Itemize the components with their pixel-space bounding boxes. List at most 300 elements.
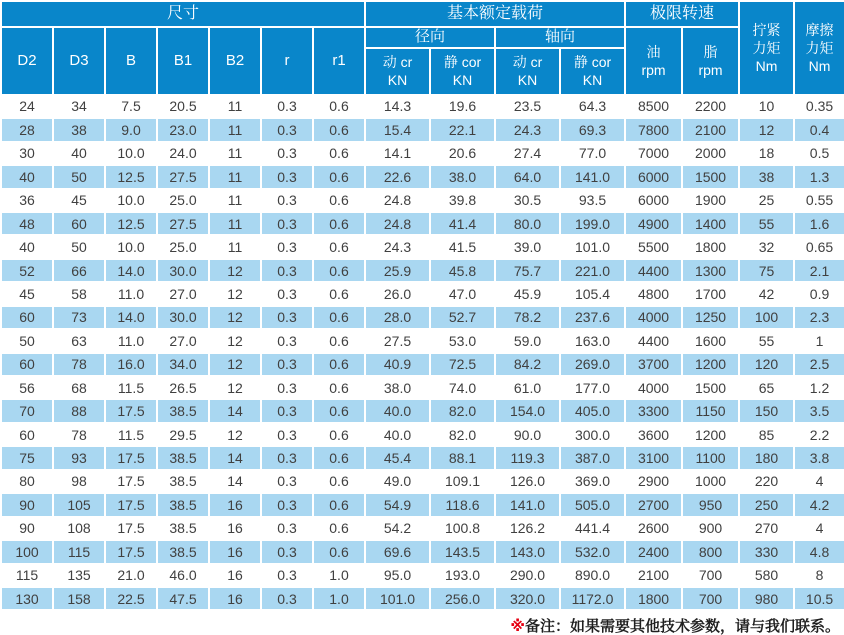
table-cell: 120 [739, 353, 794, 376]
table-cell: 250 [739, 493, 794, 516]
table-cell: 27.0 [157, 282, 209, 305]
table-cell: 220 [739, 470, 794, 493]
table-cell: 60 [1, 306, 53, 329]
table-cell: 12.5 [105, 165, 157, 188]
table-cell: 85 [739, 423, 794, 446]
table-cell: 12 [209, 353, 261, 376]
table-cell: 270 [739, 517, 794, 540]
table-cell: 10.0 [105, 235, 157, 258]
table-cell: 1600 [682, 329, 739, 352]
col-header-line: 油 [646, 43, 661, 60]
table-cell: 0.3 [261, 329, 313, 352]
table-cell: 25.9 [365, 259, 430, 282]
table-cell: 105.4 [560, 282, 625, 305]
table-cell: 95.0 [365, 564, 430, 587]
col-header-axial-dynamic-cr [495, 48, 560, 95]
col-header-line: KN [387, 72, 408, 89]
table-cell: 950 [682, 493, 739, 516]
table-cell: 4000 [625, 306, 682, 329]
table-cell: 17.5 [105, 446, 157, 469]
table-cell: 19.6 [430, 95, 495, 118]
col-header-r1: r1 [313, 27, 365, 95]
table-cell: 26.5 [157, 376, 209, 399]
table-cell: 52.7 [430, 306, 495, 329]
table-cell: 4 [794, 517, 844, 540]
table-row [1, 493, 844, 516]
table-cell: 38.0 [430, 165, 495, 188]
table-cell: 0.6 [313, 95, 365, 118]
table-cell: 109.1 [430, 470, 495, 493]
table-cell: 1172.0 [560, 587, 625, 610]
table-cell: 40.0 [365, 399, 430, 422]
table-cell: 50 [1, 329, 53, 352]
table-cell: 18 [739, 142, 794, 165]
table-cell: 0.6 [313, 399, 365, 422]
col-header-friction-torque [794, 1, 844, 95]
table-cell: 0.6 [313, 142, 365, 165]
table-cell: 0.3 [261, 306, 313, 329]
table-cell: 45.9 [495, 282, 560, 305]
table-cell: 11 [209, 142, 261, 165]
col-header-line: 摩擦 [805, 21, 834, 38]
table-cell: 320.0 [495, 587, 560, 610]
table-cell: 11 [209, 212, 261, 235]
table-cell: 98 [53, 470, 105, 493]
table-cell: 0.6 [313, 540, 365, 563]
table-cell: 0.35 [794, 95, 844, 118]
table-cell: 1150 [682, 399, 739, 422]
table-cell: 700 [682, 587, 739, 610]
table-cell: 0.3 [261, 493, 313, 516]
table-cell: 65 [739, 376, 794, 399]
table-cell: 0.3 [261, 423, 313, 446]
table-cell: 11 [209, 235, 261, 258]
table-cell: 93.5 [560, 189, 625, 212]
table-cell: 0.6 [313, 235, 365, 258]
table-cell: 1.0 [313, 587, 365, 610]
table-cell: 55 [739, 212, 794, 235]
table-cell: 14.0 [105, 259, 157, 282]
table-cell: 24 [1, 95, 53, 118]
table-cell: 0.3 [261, 517, 313, 540]
table-cell: 80.0 [495, 212, 560, 235]
table-cell: 150 [739, 399, 794, 422]
table-row [1, 353, 844, 376]
table-cell: 0.6 [313, 329, 365, 352]
table-cell: 4400 [625, 259, 682, 282]
table-cell: 0.6 [313, 423, 365, 446]
table-cell: 108 [53, 517, 105, 540]
table-cell: 27.0 [157, 329, 209, 352]
col-header-b: B [105, 27, 157, 95]
table-cell: 3700 [625, 353, 682, 376]
table-cell: 78.2 [495, 306, 560, 329]
table-cell: 11.5 [105, 376, 157, 399]
table-cell: 2600 [625, 517, 682, 540]
table-cell: 27.4 [495, 142, 560, 165]
table-cell: 77.0 [560, 142, 625, 165]
table-cell: 22.5 [105, 587, 157, 610]
table-cell: 237.6 [560, 306, 625, 329]
table-cell: 47.5 [157, 587, 209, 610]
table-cell: 28.0 [365, 306, 430, 329]
table-cell: 45 [1, 282, 53, 305]
table-cell: 49.0 [365, 470, 430, 493]
table-row [1, 95, 844, 118]
table-cell: 40.9 [365, 353, 430, 376]
table-cell: 75 [739, 259, 794, 282]
table-cell: 14.1 [365, 142, 430, 165]
table-cell: 1500 [682, 376, 739, 399]
table-cell: 177.0 [560, 376, 625, 399]
table-cell: 0.9 [794, 282, 844, 305]
table-cell: 22.6 [365, 165, 430, 188]
col-header-line: KN [452, 72, 473, 89]
table-cell: 3.8 [794, 446, 844, 469]
table-cell: 20.6 [430, 142, 495, 165]
table-cell: 6000 [625, 189, 682, 212]
col-header-line: KN [582, 72, 603, 89]
group-header-axial: 轴向 [495, 27, 625, 48]
table-cell: 12 [209, 329, 261, 352]
table-cell: 1400 [682, 212, 739, 235]
table-cell: 34 [53, 95, 105, 118]
table-cell: 0.6 [313, 470, 365, 493]
table-cell: 74.0 [430, 376, 495, 399]
table-cell: 24.3 [365, 235, 430, 258]
table-cell: 0.3 [261, 353, 313, 376]
col-header-axial-static-cor [560, 48, 625, 95]
table-cell: 199.0 [560, 212, 625, 235]
table-cell: 1.2 [794, 376, 844, 399]
table-cell: 16 [209, 517, 261, 540]
table-cell: 0.6 [313, 212, 365, 235]
table-cell: 505.0 [560, 493, 625, 516]
group-header-basic-load: 基本额定载荷 [365, 1, 625, 27]
col-header-d3: D3 [53, 27, 105, 95]
table-row [1, 235, 844, 258]
col-header-line: 拧紧 [752, 21, 781, 38]
table-cell: 0.3 [261, 142, 313, 165]
table-row [1, 423, 844, 446]
table-cell: 256.0 [430, 587, 495, 610]
table-cell: 1250 [682, 306, 739, 329]
table-cell: 12 [209, 306, 261, 329]
table-cell: 2.2 [794, 423, 844, 446]
table-cell: 40.0 [365, 423, 430, 446]
col-header-line: 动 cr [382, 54, 413, 71]
table-cell: 11 [209, 95, 261, 118]
table-cell: 1.3 [794, 165, 844, 188]
table-cell: 0.6 [313, 446, 365, 469]
table-cell: 54.9 [365, 493, 430, 516]
table-row [1, 329, 844, 352]
table-header [1, 1, 844, 95]
table-cell: 0.3 [261, 587, 313, 610]
table-cell: 24.8 [365, 189, 430, 212]
table-cell: 38.5 [157, 446, 209, 469]
table-cell: 90 [1, 493, 53, 516]
table-cell: 45.4 [365, 446, 430, 469]
table-cell: 0.3 [261, 259, 313, 282]
table-cell: 405.0 [560, 399, 625, 422]
table-cell: 700 [682, 564, 739, 587]
table-cell: 0.3 [261, 470, 313, 493]
table-cell: 14.0 [105, 306, 157, 329]
table-cell: 387.0 [560, 446, 625, 469]
table-cell: 101.0 [560, 235, 625, 258]
table-cell: 2700 [625, 493, 682, 516]
table-cell: 10.0 [105, 142, 157, 165]
table-cell: 38.5 [157, 517, 209, 540]
table-cell: 0.65 [794, 235, 844, 258]
table-cell: 0.6 [313, 353, 365, 376]
table-cell: 10.5 [794, 587, 844, 610]
table-cell: 2000 [682, 142, 739, 165]
col-header-line: 静 cor [443, 54, 482, 71]
table-cell: 2100 [625, 564, 682, 587]
table-cell: 90 [1, 517, 53, 540]
table-cell: 17.5 [105, 399, 157, 422]
table-row [1, 165, 844, 188]
table-cell: 16 [209, 493, 261, 516]
table-cell: 0.5 [794, 142, 844, 165]
table-cell: 45.8 [430, 259, 495, 282]
table-cell: 26.0 [365, 282, 430, 305]
table-cell: 100.8 [430, 517, 495, 540]
table-cell: 532.0 [560, 540, 625, 563]
table-cell: 115 [1, 564, 53, 587]
table-row [1, 306, 844, 329]
table-cell: 39.0 [495, 235, 560, 258]
table-cell: 69.6 [365, 540, 430, 563]
col-header-line: rpm [698, 61, 723, 78]
table-cell: 16 [209, 564, 261, 587]
table-cell: 0.3 [261, 189, 313, 212]
table-cell: 38.0 [365, 376, 430, 399]
table-cell: 4000 [625, 376, 682, 399]
table-cell: 38 [739, 165, 794, 188]
table-cell: 0.3 [261, 376, 313, 399]
table-cell: 4.8 [794, 540, 844, 563]
table-cell: 11.0 [105, 282, 157, 305]
table-cell: 30 [1, 142, 53, 165]
table-cell: 0.3 [261, 399, 313, 422]
table-cell: 0.3 [261, 212, 313, 235]
table-cell: 38.5 [157, 493, 209, 516]
table-cell: 0.3 [261, 165, 313, 188]
table-cell: 32 [739, 235, 794, 258]
col-header-grease-rpm [682, 27, 739, 95]
table-cell: 15.4 [365, 118, 430, 141]
table-cell: 23.5 [495, 95, 560, 118]
col-header-b1: B1 [157, 27, 209, 95]
table-cell: 52 [1, 259, 53, 282]
table-cell: 0.3 [261, 564, 313, 587]
col-header-radial-dynamic-cr [365, 48, 430, 95]
table-cell: 80 [1, 470, 53, 493]
table-cell: 28 [1, 118, 53, 141]
table-cell: 0.6 [313, 376, 365, 399]
col-header-line: 动 cr [512, 54, 543, 71]
table-cell: 75.7 [495, 259, 560, 282]
col-header-line: 力矩 [805, 39, 834, 56]
col-header-line: 力矩 [752, 39, 781, 56]
table-cell: 0.3 [261, 95, 313, 118]
table-cell: 0.3 [261, 446, 313, 469]
table-cell: 60 [53, 212, 105, 235]
table-row [1, 118, 844, 141]
table-cell: 0.6 [313, 259, 365, 282]
table-cell: 2.3 [794, 306, 844, 329]
col-header-line: 静 cor [573, 54, 612, 71]
table-cell: 38.5 [157, 540, 209, 563]
table-cell: 441.4 [560, 517, 625, 540]
table-cell: 41.4 [430, 212, 495, 235]
table-cell: 2100 [682, 118, 739, 141]
table-cell: 1800 [625, 587, 682, 610]
table-cell: 64.0 [495, 165, 560, 188]
table-cell: 11 [209, 118, 261, 141]
table-cell: 46.0 [157, 564, 209, 587]
table-cell: 800 [682, 540, 739, 563]
table-cell: 88.1 [430, 446, 495, 469]
table-cell: 10.0 [105, 189, 157, 212]
table-cell: 8 [794, 564, 844, 587]
table-cell: 1800 [682, 235, 739, 258]
table-row [1, 376, 844, 399]
group-header-dimensions: 尺寸 [1, 1, 365, 27]
table-cell: 369.0 [560, 470, 625, 493]
table-cell: 50 [53, 235, 105, 258]
table-cell: 78 [53, 423, 105, 446]
table-cell: 1700 [682, 282, 739, 305]
table-cell: 330 [739, 540, 794, 563]
table-cell: 0.6 [313, 306, 365, 329]
table-cell: 47.0 [430, 282, 495, 305]
table-cell: 11 [209, 189, 261, 212]
table-cell: 4.2 [794, 493, 844, 516]
table-cell: 4800 [625, 282, 682, 305]
table-cell: 40 [1, 165, 53, 188]
table-cell: 12 [209, 376, 261, 399]
table-cell: 14 [209, 470, 261, 493]
table-cell: 27.5 [157, 165, 209, 188]
table-cell: 118.6 [430, 493, 495, 516]
table-cell: 11.0 [105, 329, 157, 352]
note-marker: ※ [510, 618, 525, 635]
table-cell: 38.5 [157, 470, 209, 493]
table-cell: 78 [53, 353, 105, 376]
table-cell: 1200 [682, 353, 739, 376]
col-header-oil-rpm [625, 27, 682, 95]
table-cell: 17.5 [105, 540, 157, 563]
table-cell: 63 [53, 329, 105, 352]
table-row [1, 212, 844, 235]
table-cell: 12.5 [105, 212, 157, 235]
col-header-radial-static-cor [430, 48, 495, 95]
table-row [1, 282, 844, 305]
table-cell: 90.0 [495, 423, 560, 446]
table-cell: 100 [1, 540, 53, 563]
table-cell: 141.0 [560, 165, 625, 188]
table-cell: 890.0 [560, 564, 625, 587]
table-cell: 82.0 [430, 399, 495, 422]
table-cell: 29.5 [157, 423, 209, 446]
table-cell: 40 [1, 235, 53, 258]
table-cell: 300.0 [560, 423, 625, 446]
table-cell: 16.0 [105, 353, 157, 376]
table-cell: 0.6 [313, 493, 365, 516]
table-cell: 6000 [625, 165, 682, 188]
table-cell: 11.5 [105, 423, 157, 446]
table-cell: 10 [739, 95, 794, 118]
table-cell: 163.0 [560, 329, 625, 352]
footer-note [0, 618, 844, 635]
table-cell: 64.3 [560, 95, 625, 118]
table-cell: 154.0 [495, 399, 560, 422]
table-body [1, 95, 844, 611]
col-header-tightening-torque [739, 1, 794, 95]
table-row [1, 259, 844, 282]
table-cell: 34.0 [157, 353, 209, 376]
table-cell: 980 [739, 587, 794, 610]
table-cell: 30.0 [157, 306, 209, 329]
table-cell: 135 [53, 564, 105, 587]
table-cell: 2.5 [794, 353, 844, 376]
table-cell: 8500 [625, 95, 682, 118]
table-row [1, 540, 844, 563]
table-cell: 84.2 [495, 353, 560, 376]
table-row [1, 517, 844, 540]
table-cell: 143.0 [495, 540, 560, 563]
table-cell: 130 [1, 587, 53, 610]
table-cell: 45 [53, 189, 105, 212]
table-cell: 0.6 [313, 282, 365, 305]
table-cell: 55 [739, 329, 794, 352]
table-cell: 22.1 [430, 118, 495, 141]
table-cell: 54.2 [365, 517, 430, 540]
table-cell: 7.5 [105, 95, 157, 118]
table-cell: 20.5 [157, 95, 209, 118]
table-cell: 0.3 [261, 540, 313, 563]
table-cell: 1.6 [794, 212, 844, 235]
col-header-line: KN [517, 72, 538, 89]
table-row [1, 470, 844, 493]
table-cell: 27.5 [365, 329, 430, 352]
table-cell: 38.5 [157, 399, 209, 422]
table-cell: 88 [53, 399, 105, 422]
table-cell: 66 [53, 259, 105, 282]
table-cell: 221.0 [560, 259, 625, 282]
table-cell: 1200 [682, 423, 739, 446]
table-cell: 7000 [625, 142, 682, 165]
group-header-radial: 径向 [365, 27, 495, 48]
table-cell: 60 [1, 423, 53, 446]
table-cell: 1500 [682, 165, 739, 188]
table-cell: 12 [209, 423, 261, 446]
col-header-line: 脂 [703, 43, 718, 60]
group-header-limit-speed: 极限转速 [625, 1, 739, 27]
table-cell: 193.0 [430, 564, 495, 587]
table-cell: 105 [53, 493, 105, 516]
table-cell: 2.1 [794, 259, 844, 282]
table-cell: 290.0 [495, 564, 560, 587]
table-row [1, 587, 844, 610]
table-cell: 25.0 [157, 235, 209, 258]
table-cell: 100 [739, 306, 794, 329]
col-header-r: r [261, 27, 313, 95]
